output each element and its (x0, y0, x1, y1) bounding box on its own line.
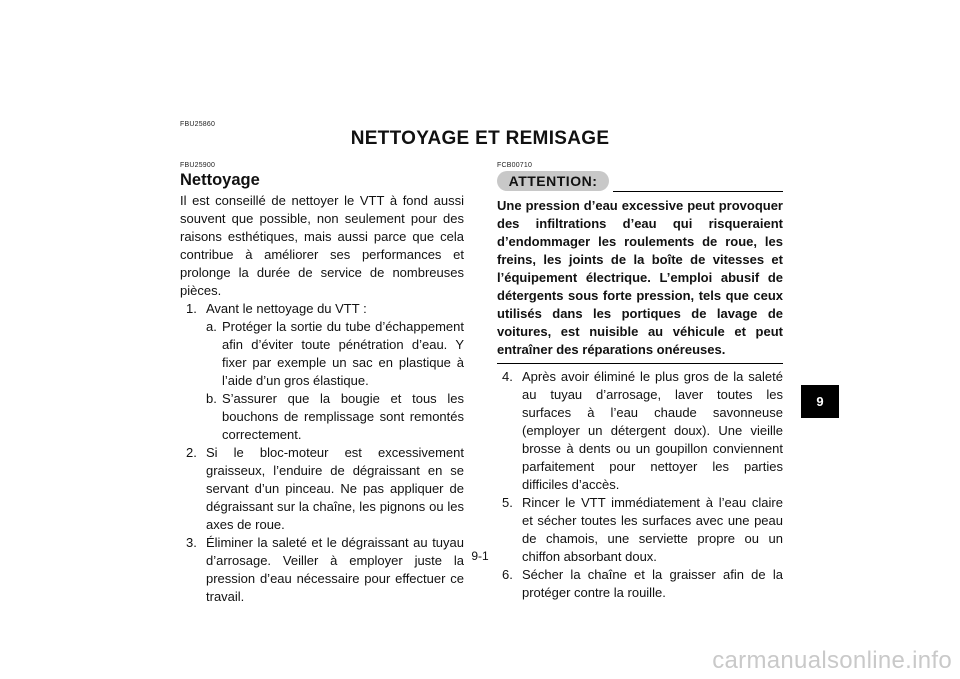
item-text: Sécher la chaîne et la graisser afin de la protéger contre la rouille. (522, 567, 783, 600)
item-number: 6. (502, 567, 513, 582)
list-item (180, 390, 464, 444)
item-number: 2. (186, 445, 197, 460)
item-number: b. (206, 391, 217, 406)
list-item (180, 300, 464, 318)
list-item (180, 444, 464, 534)
attention-header (497, 169, 783, 193)
item-text: Si le bloc-moteur est excessivement graisseux, l’enduire de dégraissant en se servant d’un pinceau. Ne pas appliquer de dégraissant sur la chaîne, les pignons ou les axes de roue. (206, 445, 464, 532)
page-title: NETTOYAGE ET REMISAGE (350, 128, 610, 149)
attention-badge: ATTENTION: (497, 171, 609, 191)
list-item (180, 534, 464, 606)
item-text: Après avoir éliminé le plus gros de la saleté au tuyau d’arrosage, laver toutes les surfaces à l’eau chaude savonneuse (employer un détergent doux). Une vieille brosse à dents ou un goupillon conviennent parfaitement pour nettoyer les parties difficiles d’accès. (522, 369, 783, 492)
watermark: carmanualsonline.info (712, 647, 952, 674)
list-item (497, 566, 783, 602)
item-number: 4. (502, 369, 513, 384)
list-item (497, 368, 783, 494)
page-number: 9-1 (471, 549, 489, 563)
item-text: Protéger la sortie du tube d’échappement afin d’éviter toute pénétration d’eau. Y fixer par exemple un sac en plastique à l’aide d’un gros élastique. (222, 319, 464, 388)
right-column (497, 162, 783, 602)
left-column (180, 162, 464, 606)
attention-text: Une pression d’eau excessive peut provoquer des infiltrations d’eau qui risqueraient d’endommager les roulements de roue, les freins, les joints de la boîte de vitesses et l’équipement électrique. L’emploi abusif de détergents sous forte pression, tels que ceux utilisés dans les portiques de lavage de voitures, est nuisible au véhicule et peut entraîner des réparations onéreuses. (497, 197, 783, 364)
item-text: Avant le nettoyage du VTT : (206, 301, 367, 316)
item-number: 1. (186, 301, 197, 316)
item-number: 3. (186, 535, 197, 550)
attention-rule (613, 191, 783, 192)
intro-paragraph: Il est conseillé de nettoyer le VTT à fond aussi souvent que possible, non seulement pour des raisons esthétiques, mais aussi parce que cela contribue à améliorer ses performances et prolonge la durée de service de nombreuses pièces. (180, 193, 464, 298)
item-text: Rincer le VTT immédiatement à l’eau claire et sécher toutes les surfaces avec une peau de chamois, une serviette propre ou un chiffon absorbant doux. (522, 495, 783, 564)
item-number: a. (206, 319, 217, 334)
chapter-tab: 9 (801, 385, 839, 418)
subsection-code: FBU25900 (180, 162, 216, 169)
item-text: Éliminer la saleté et le dégraissant au tuyau d’arrosage. Veiller à employer juste la pression d’eau nécessaire pour effectuer ce travail. (206, 535, 464, 604)
caution-code: FCB00710 (497, 162, 533, 169)
section-heading: Nettoyage (180, 171, 260, 189)
section-code: FBU25860 (180, 121, 216, 128)
list-item (180, 318, 464, 390)
item-number: 5. (502, 495, 513, 510)
item-text: S’assurer que la bougie et tous les bouchons de remplissage sont remontés correctement. (222, 391, 464, 442)
